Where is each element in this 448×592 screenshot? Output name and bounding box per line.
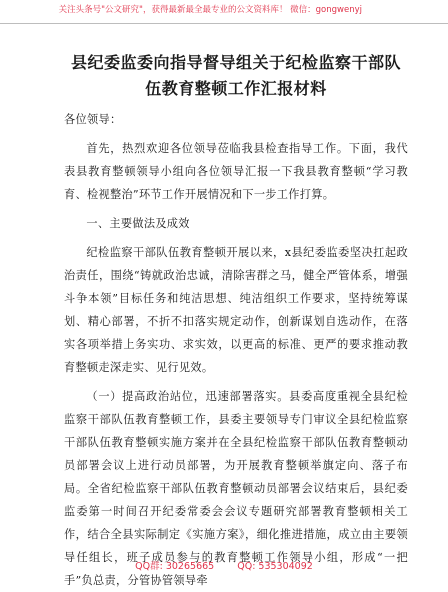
paragraph-subsection: （一）提高政治站位，迅速部署落实。县委高度重视全县纪检监察干部队伍教育整顿工作，县委主要领导专门审议全县纪检监察干部队伍教育整顿实施方案并在全县纪检监察干部队伍教育整顿动员部署会议上进行动员部署，为开展教育整顿举旗定向、落子布局。全省纪检监察干部队伍教育整顿动员部署会议结束后，县纪委监委第一时间召开纪委常委会会议专题研究部署教育整顿相关工作，结合全县实际制定《实施方案》，细化推进措施，成立由主要领导任组长，班子成员参与的教育整顿工作领导小组，形成“一把手”负总责，分管协管领导牵 [64, 390, 408, 587]
title-line-2: 伍教育整顿工作汇报材料 [145, 79, 327, 98]
section-heading: 一、主要做法及成效 [86, 217, 190, 230]
title-line-1: 县纪委监委向指导督导组关于纪检监察干部队 [70, 53, 401, 72]
paragraph-body: 纪检监察干部队伍教育整顿开展以来，x县纪委监委坚决扛起政治责任，围绕“铸就政治忠诚，清除害群之马，健全严管体系，增强斗争本领”目标任务和纯洁思想、纯洁组织工作要求，坚持统筹谋划、精心部署，不折不扣落实规定动作，创新谋划自选动作，在落实各项举措上务实功、求实效，以更高的标准、更严的要求推动教育整顿走深走实、见行见效。 [64, 246, 408, 374]
header-notice: 关注头条号"公文研究"，获得最新最全最专业的公文资料库！ 微信：gongwenyj [0, 0, 448, 24]
document-body [64, 50, 408, 592]
document-title [64, 50, 408, 102]
paragraph-intro: 首先，热烈欢迎各位领导莅临我县检查指导工作。下面，我代表县教育整顿领导小组向各位领导汇报一下我县教育整顿“学习教育、检视整治”环节工作开展情况和下一步工作打算。 [64, 142, 408, 201]
footer-qq-group: QQ群: 30265665 [135, 561, 215, 572]
footer-contact [0, 558, 448, 572]
salutation: 各位领导： [64, 113, 122, 126]
footer-qq: QQ: 535304092 [237, 561, 313, 572]
